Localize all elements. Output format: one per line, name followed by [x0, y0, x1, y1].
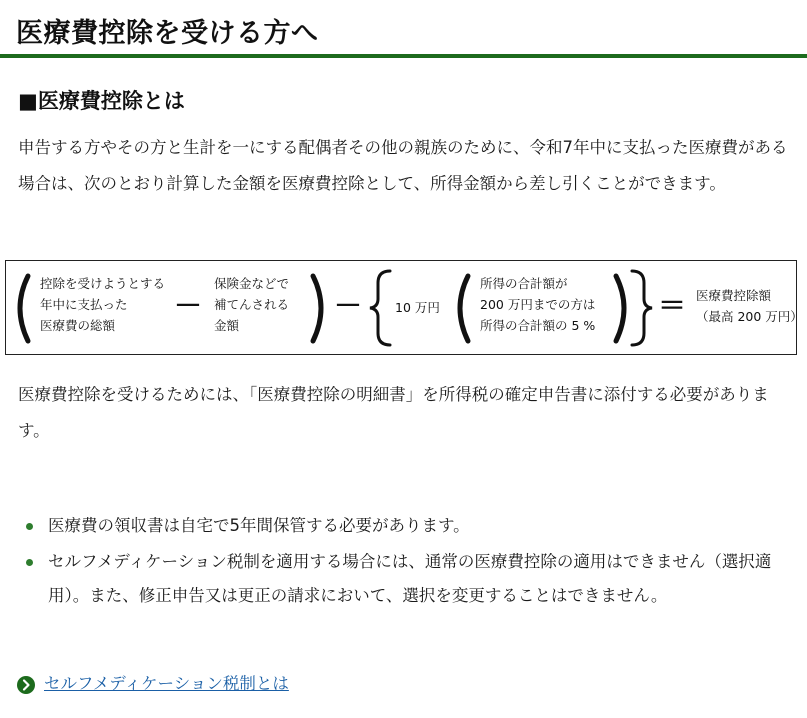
term1-line3: 医療費の総額	[40, 318, 116, 333]
page-title: 医療費控除を受ける方へ	[16, 18, 319, 49]
formula-term-insurance	[214, 273, 289, 336]
close-paren-2	[616, 276, 624, 341]
result-line1: 医療費控除額	[696, 288, 772, 303]
minus-sign-2: －	[334, 289, 363, 322]
open-paren-2	[460, 276, 468, 341]
close-paren-1	[313, 276, 321, 341]
term2-line2: 補てんされる	[214, 297, 290, 312]
formula-income-condition	[480, 273, 595, 336]
formula-term-medical-total	[40, 273, 165, 336]
term2-line3: 金額	[214, 318, 240, 333]
page-heading	[0, 0, 807, 58]
note-text: 医療費の領収書は自宅で5年間保管する必要があります。	[48, 516, 470, 535]
deduction-formula	[5, 260, 803, 355]
equals-sign: ＝	[658, 289, 687, 322]
formula-fixed-amount: 10 万円	[395, 300, 440, 315]
term2-line1: 保険金などで	[214, 276, 290, 291]
term1-line1: 控除を受けようとする	[40, 276, 166, 291]
requirement-paragraph: 医療費控除を受けるためには、「医療費控除の明細書」を所得税の確定申告書に添付する必要があります。	[18, 385, 769, 440]
income-line2: 200 万円までの方は	[480, 297, 596, 312]
list-item	[26, 509, 796, 543]
term1-line2: 年中に支払った	[40, 297, 128, 312]
section-title: ■医療費控除とは	[18, 89, 185, 113]
bullet-icon	[26, 559, 33, 566]
intro-paragraph: 申告する方やその方と生計を一にする配偶者その他の親族のために、令和7年中に支払った医療費がある場合は、次のとおり計算した金額を医療費控除として、所得金額から差し引くことができます。	[18, 138, 788, 193]
formula-result	[696, 285, 803, 327]
minus-sign-1: －	[174, 289, 203, 322]
income-line3: 所得の合計額の 5 %	[480, 318, 596, 333]
self-medication-link[interactable]: セルフメディケーション税制とは	[44, 674, 289, 693]
result-line2: （最高 200 万円）	[696, 309, 803, 324]
notes-list	[26, 509, 796, 613]
open-paren-1	[20, 276, 28, 341]
note-text: セルフメディケーション税制を適用する場合には、通常の医療費控除の適用はできません（選択適用）。また、修正申告又は更正の請求において、選択を変更することはできません。	[48, 552, 772, 605]
close-brace	[632, 271, 652, 345]
bullet-icon	[26, 523, 33, 530]
list-item	[26, 545, 796, 613]
chevron-right-icon	[17, 676, 35, 694]
income-line1: 所得の合計額が	[480, 276, 568, 291]
open-brace	[370, 271, 390, 345]
